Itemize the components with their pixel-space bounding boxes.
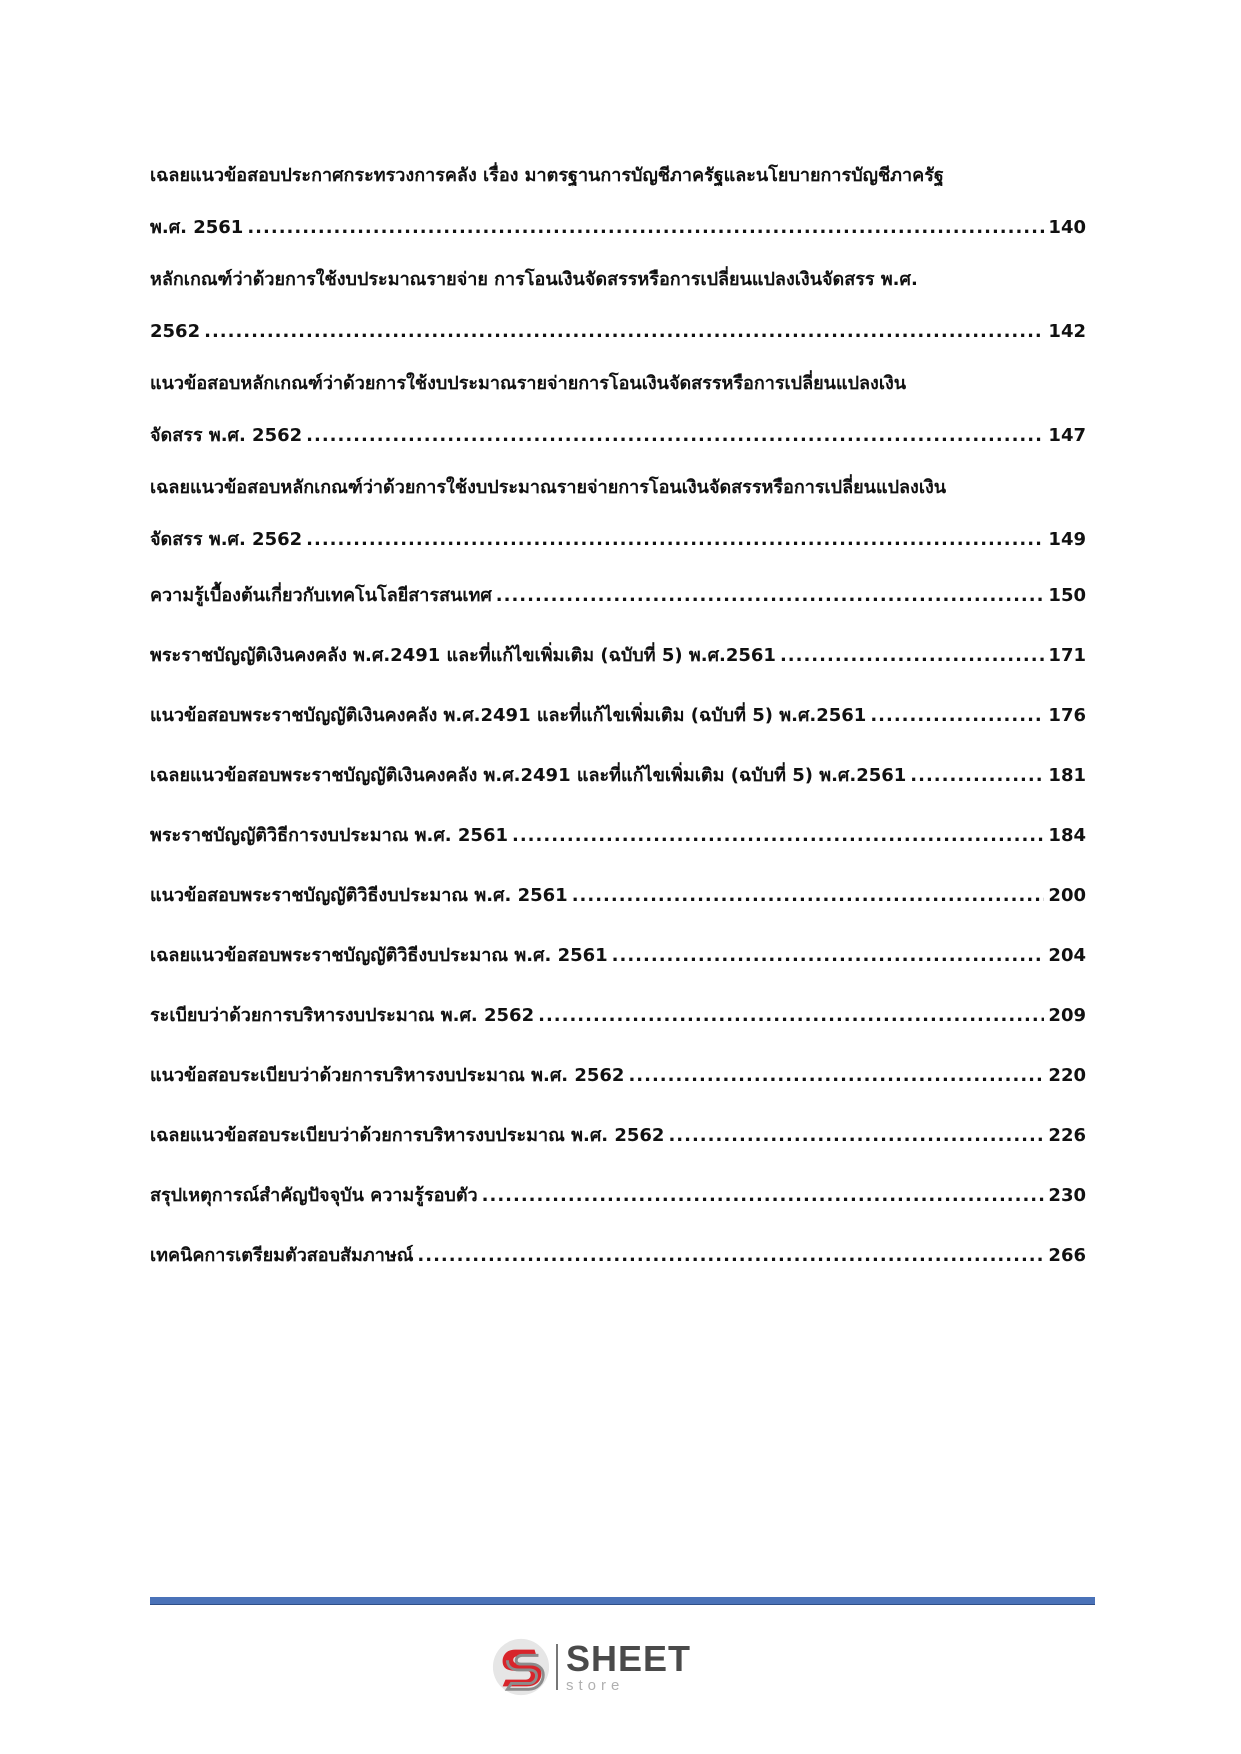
toc-entry[interactable] <box>150 866 1086 926</box>
toc-entry-title: เฉลยแนวข้อสอบพระราชบัญญัติเงินคงคลัง พ.ศ.2491 และที่แก้ไขเพิ่มเติม (ฉบับที่ 5) พ.ศ.2561 <box>150 765 907 786</box>
toc-page-number: 140 <box>1048 217 1086 238</box>
toc-entry[interactable] <box>150 1046 1086 1106</box>
toc-page-number: 171 <box>1048 645 1086 666</box>
toc-entry-title: พระราชบัญญัติเงินคงคลัง พ.ศ.2491 และที่แก้ไขเพิ่มเติม (ฉบับที่ 5) พ.ศ.2561 <box>150 645 776 666</box>
logo-subtitle: store <box>566 1677 625 1694</box>
toc-page-number: 181 <box>1048 765 1086 786</box>
dot-leader <box>628 1046 1044 1106</box>
toc-entry-title: แนวข้อสอบระเบียบว่าด้วยการบริหารงบประมาณ พ.ศ. 2562 <box>150 1065 625 1086</box>
toc-entry[interactable] <box>150 1226 1086 1286</box>
toc-entry[interactable] <box>150 566 1086 626</box>
toc-entry-title: พ.ศ. 2561 <box>150 217 244 238</box>
toc-entry-title: พระราชบัญญัติวิธีการงบประมาณ พ.ศ. 2561 <box>150 825 508 846</box>
dot-leader <box>612 926 1045 986</box>
toc-entry-title: ความรู้เบื้องต้นเกี่ยวกับเทคโนโลยีสารสนเทศ <box>150 585 492 606</box>
toc-entry-title: จัดสรร พ.ศ. 2562 <box>150 529 303 550</box>
toc-entry-title-line1: แนวข้อสอบหลักเกณฑ์ว่าด้วยการใช้งบประมาณรายจ่ายการโอนเงินจัดสรรหรือการเปลี่ยนแปลงเงิน <box>150 373 907 394</box>
toc-entry[interactable] <box>150 358 1086 462</box>
toc-entry-title: เทคนิคการเตรียมตัวสอบสัมภาษณ์ <box>150 1245 414 1266</box>
dot-leader <box>870 686 1044 746</box>
toc-entry-title: เฉลยแนวข้อสอบพระราชบัญญัติวิธีงบประมาณ พ.ศ. 2561 <box>150 945 608 966</box>
toc-page-number: 226 <box>1048 1125 1086 1146</box>
toc-page-number: 142 <box>1048 321 1086 342</box>
toc-entry[interactable] <box>150 686 1086 746</box>
toc-page-number: 150 <box>1048 585 1086 606</box>
toc-page-number: 147 <box>1048 425 1086 446</box>
toc-entry-title: สรุปเหตุการณ์สำคัญปัจจุบัน ความรู้รอบตัว <box>150 1185 478 1206</box>
sheetstore-s-logo-icon <box>490 1636 552 1698</box>
toc-entry[interactable] <box>150 806 1086 866</box>
toc-page-number: 230 <box>1048 1185 1086 1206</box>
toc-entry-title: จัดสรร พ.ศ. 2562 <box>150 425 303 446</box>
dot-leader <box>204 306 1044 358</box>
toc-entry-title-line1: เฉลยแนวข้อสอบประกาศกระทรวงการคลัง เรื่อง มาตรฐานการบัญชีภาครัฐและนโยบายการบัญชีภาครัฐ <box>150 165 944 186</box>
toc-entry-title: เฉลยแนวข้อสอบระเบียบว่าด้วยการบริหารงบประมาณ พ.ศ. 2562 <box>150 1125 665 1146</box>
toc-entry[interactable] <box>150 254 1086 358</box>
toc-entry-title: 2562 <box>150 321 201 342</box>
dot-leader <box>247 202 1044 254</box>
dot-leader <box>512 806 1044 866</box>
toc-entry-title: ระเบียบว่าด้วยการบริหารงบประมาณ พ.ศ. 2562 <box>150 1005 535 1026</box>
toc-entry[interactable] <box>150 926 1086 986</box>
dot-leader <box>496 566 1045 626</box>
toc-entry[interactable] <box>150 746 1086 806</box>
logo-separator <box>556 1644 558 1690</box>
toc-page-number: 220 <box>1048 1065 1086 1086</box>
toc-page-number: 200 <box>1048 885 1086 906</box>
toc-page-number: 149 <box>1048 529 1086 550</box>
dot-leader <box>780 626 1044 686</box>
logo-name: SHEET <box>566 1638 692 1679</box>
toc-entry[interactable] <box>150 1166 1086 1226</box>
dot-leader <box>572 866 1045 926</box>
dot-leader <box>910 746 1044 806</box>
toc-page-number: 209 <box>1048 1005 1086 1026</box>
dot-leader <box>417 1226 1044 1286</box>
dot-leader <box>482 1166 1045 1226</box>
table-of-contents <box>150 150 1086 1286</box>
sheetstore-logo <box>490 1632 710 1702</box>
logo-wordmark <box>566 1638 692 1694</box>
toc-page-number: 176 <box>1048 705 1086 726</box>
toc-entry[interactable] <box>150 150 1086 254</box>
dot-leader <box>306 410 1044 462</box>
dot-leader <box>538 986 1044 1046</box>
toc-entry-title: แนวข้อสอบพระราชบัญญัติวิธีงบประมาณ พ.ศ. 2561 <box>150 885 568 906</box>
toc-entry[interactable] <box>150 462 1086 566</box>
footer-divider <box>150 1597 1095 1605</box>
toc-entry-title-line1: เฉลยแนวข้อสอบหลักเกณฑ์ว่าด้วยการใช้งบประมาณรายจ่ายการโอนเงินจัดสรรหรือการเปลี่ยนแปลงเงิน <box>150 477 947 498</box>
dot-leader <box>668 1106 1044 1166</box>
toc-entry-title: แนวข้อสอบพระราชบัญญัติเงินคงคลัง พ.ศ.2491 และที่แก้ไขเพิ่มเติม (ฉบับที่ 5) พ.ศ.2561 <box>150 705 867 726</box>
toc-page-number: 266 <box>1048 1245 1086 1266</box>
dot-leader <box>306 514 1044 566</box>
toc-page-number: 184 <box>1048 825 1086 846</box>
toc-entry-title-line1: หลักเกณฑ์ว่าด้วยการใช้งบประมาณรายจ่าย การโอนเงินจัดสรรหรือการเปลี่ยนแปลงเงินจัดสรร พ.ศ. <box>150 269 918 290</box>
toc-entry[interactable] <box>150 626 1086 686</box>
toc-entry[interactable] <box>150 1106 1086 1166</box>
toc-entry[interactable] <box>150 986 1086 1046</box>
toc-page-number: 204 <box>1048 945 1086 966</box>
